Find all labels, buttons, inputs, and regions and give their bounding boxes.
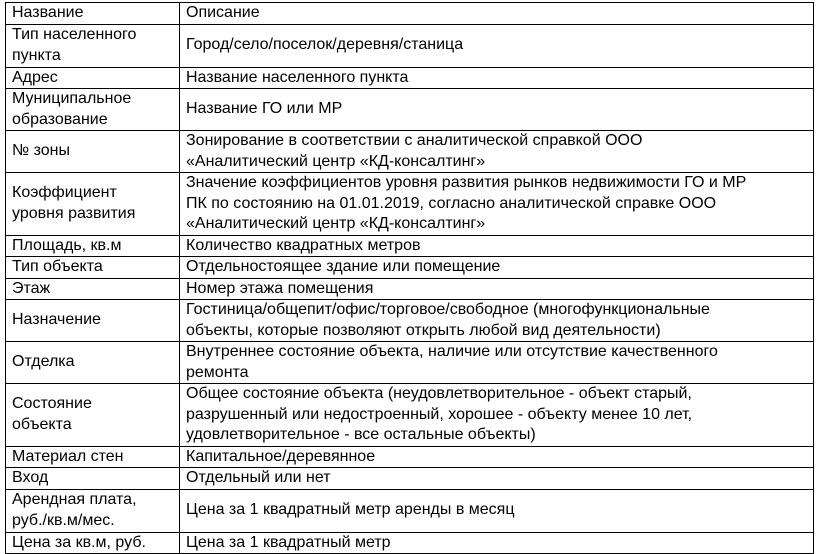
attribute-name: № зоны — [6, 131, 180, 173]
attribute-name: Тип объекта — [6, 257, 180, 279]
attribute-description: Цена за 1 квадратный метр — [180, 532, 814, 554]
attribute-name: Тип населенного пункта — [6, 24, 180, 67]
attribute-description: Общее состояние объекта (неудовлетворительное - объект старый, разрушенный или недостроенный, хорошее - объекту менее 10 лет, удовлетворительное - все остальные объекты) — [180, 384, 814, 447]
attribute-name: Состояние объекта — [6, 384, 180, 447]
table-row — [6, 300, 814, 342]
attribute-description: Количество квадратных метров — [180, 235, 814, 257]
table-row — [6, 532, 814, 554]
attribute-description: Название ГО или МР — [180, 89, 814, 131]
table-row — [6, 384, 814, 447]
table-row — [6, 489, 814, 532]
attribute-name: Назначение — [6, 300, 180, 342]
attribute-description-header: Описание — [180, 3, 814, 25]
attribute-name: Муниципальное образование — [6, 89, 180, 131]
table-row — [6, 257, 814, 279]
table-row — [6, 342, 814, 384]
attribute-description: Капитальное/деревянное — [180, 446, 814, 468]
attribute-description: Название населенного пункта — [180, 67, 814, 89]
attribute-description: Отдельностоящее здание или помещение — [180, 257, 814, 279]
table-row — [6, 24, 814, 67]
table-row — [6, 131, 814, 173]
table-row — [6, 446, 814, 468]
attribute-name: Арендная плата, руб./кв.м/мес. — [6, 489, 180, 532]
attribute-name: Вход — [6, 468, 180, 490]
attribute-description: Гостиница/общепит/офис/торговое/свободное (многофункциональные объекты, которые позволяют открыть любой вид деятельности) — [180, 300, 814, 342]
attribute-name: Адрес — [6, 67, 180, 89]
attribute-description: Отдельный или нет — [180, 468, 814, 490]
table-row — [6, 278, 814, 300]
attribute-name: Этаж — [6, 278, 180, 300]
table-row — [6, 468, 814, 490]
attribute-name-header: Название — [6, 3, 180, 25]
attribute-description: Город/село/поселок/деревня/станица — [180, 24, 814, 67]
attribute-name: Отделка — [6, 342, 180, 384]
attribute-name: Коэффициент уровня развития — [6, 173, 180, 236]
attribute-name: Материал стен — [6, 446, 180, 468]
table-row — [6, 235, 814, 257]
attributes-table — [5, 2, 814, 554]
table-row — [6, 67, 814, 89]
attributes-table-container — [5, 2, 813, 554]
attribute-name: Цена за кв.м, руб. — [6, 532, 180, 554]
attribute-name: Площадь, кв.м — [6, 235, 180, 257]
attribute-description: Внутреннее состояние объекта, наличие или отсутствие качественного ремонта — [180, 342, 814, 384]
attribute-description: Зонирование в соответствии с аналитической справкой ООО «Аналитический центр «КД-консалтинг» — [180, 131, 814, 173]
attribute-description: Номер этажа помещения — [180, 278, 814, 300]
table-row — [6, 173, 814, 236]
attribute-description: Цена за 1 квадратный метр аренды в месяц — [180, 489, 814, 532]
table-row — [6, 89, 814, 131]
table-row — [6, 3, 814, 25]
table-body — [6, 3, 814, 554]
attribute-description: Значение коэффициентов уровня развития рынков недвижимости ГО и МР ПК по состоянию на 01.01.2019, согласно аналитической справке ООО «Аналитический центр «КД-консалтинг» — [180, 173, 814, 236]
